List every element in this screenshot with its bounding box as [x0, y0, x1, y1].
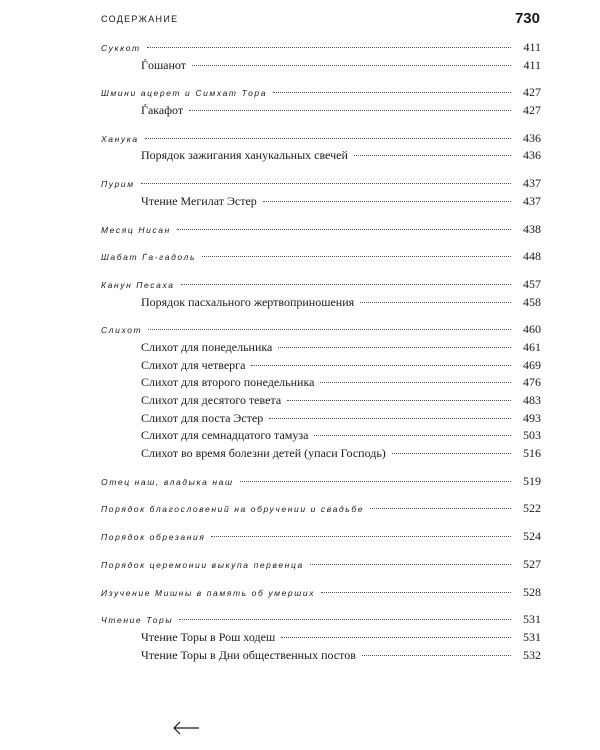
toc-section-title: Слихот [101, 325, 143, 336]
toc-section-title: Чтение Торы [101, 615, 174, 626]
toc-page-number: 437 [523, 176, 541, 191]
toc-subentry[interactable] [101, 340, 541, 358]
toc-page-number: 503 [523, 428, 541, 443]
toc-section-entry[interactable] [101, 176, 541, 194]
toc-section-title: Изучение Мишны в память об умерших [101, 587, 316, 598]
toc-page-number: 531 [523, 612, 541, 627]
toc-entry-title: Слихот для поста Эстер [141, 410, 264, 425]
toc-section-title: Месяц Нисан [101, 224, 171, 235]
toc-section-title: Отец наш, владыка наш [101, 476, 234, 487]
dot-leader [141, 183, 511, 184]
dot-leader [211, 536, 511, 537]
toc-subentry[interactable] [101, 375, 541, 393]
dot-leader [278, 347, 511, 348]
toc-entry-title: Ѓошанот [141, 57, 187, 72]
toc-subentry[interactable] [101, 103, 541, 121]
toc-page-number: 438 [523, 221, 541, 236]
toc-entry-title: Порядок пасхального жертвоприношения [141, 294, 355, 309]
toc-subentry[interactable] [101, 411, 541, 429]
dot-leader [263, 201, 511, 202]
toc-page-number: 436 [523, 148, 541, 163]
toc-section-entry[interactable] [101, 322, 541, 340]
toc-section-title: Шмини ацерет и Симхат Тора [101, 88, 268, 99]
dot-leader [251, 365, 511, 366]
dot-leader [310, 564, 511, 565]
toc-page-number: 436 [523, 130, 541, 145]
toc-section-entry[interactable] [101, 222, 541, 240]
toc-page-number: 476 [523, 375, 541, 390]
toc-entry-title: Слихот для понедельника [141, 339, 273, 354]
toc-page-number: 411 [523, 57, 541, 72]
dot-leader [281, 637, 511, 638]
toc-subentry[interactable] [101, 148, 541, 166]
toc-section-entry[interactable] [101, 557, 541, 575]
toc-page-number: 483 [523, 393, 541, 407]
dot-leader [362, 655, 511, 656]
toc-entry-title: Слихот для семнадцатого тамуза [141, 428, 309, 443]
dot-leader [148, 329, 511, 330]
toc-entry-title: Чтение Торы в Дни общественных постов [141, 647, 356, 662]
running-head: СОДЕРЖАНИЕ [101, 14, 179, 24]
dot-leader [354, 155, 511, 156]
dot-leader [181, 284, 511, 285]
dot-leader [192, 65, 511, 66]
toc-page-number: 524 [523, 529, 541, 544]
dot-leader [240, 481, 511, 482]
toc-section-entry[interactable] [101, 85, 541, 103]
dot-leader [147, 47, 511, 48]
toc-section-entry[interactable] [101, 249, 541, 267]
toc-section-entry[interactable] [101, 501, 541, 519]
toc-page-number: 461 [523, 339, 541, 354]
toc-page-number: 516 [523, 446, 541, 461]
toc-page-number: 448 [523, 249, 541, 264]
toc-subentry[interactable] [101, 194, 541, 212]
toc-subentry[interactable] [101, 428, 541, 446]
toc-page-number: 522 [523, 501, 541, 516]
toc-page-number: 437 [523, 193, 541, 208]
dot-leader [314, 435, 511, 436]
toc-entry-title: Чтение Торы в Рош ходеш [141, 629, 276, 644]
toc-page-number: 411 [523, 40, 541, 54]
dot-leader [360, 302, 511, 303]
toc-section-entry[interactable] [101, 474, 541, 492]
toc-section-entry[interactable] [101, 40, 541, 58]
dot-leader [273, 92, 511, 93]
toc-section-entry[interactable] [101, 277, 541, 295]
toc-entry-title: Слихот для четверга [141, 357, 246, 372]
toc-page-number: 528 [523, 584, 541, 599]
page-number: 730 [514, 10, 540, 27]
arrow-left-icon[interactable] [172, 720, 200, 736]
toc-section-title: Канун Песаха [101, 279, 175, 290]
toc-section-title: Пурим [101, 179, 135, 190]
dot-leader [269, 418, 511, 419]
toc-page-number: 469 [523, 357, 541, 372]
dot-leader [370, 508, 511, 509]
toc-page-number: 527 [523, 556, 541, 571]
toc-subentry[interactable] [101, 648, 541, 666]
toc-section-entry[interactable] [101, 529, 541, 547]
dot-leader [179, 619, 511, 620]
toc-entry-title: Слихот для второго понедельника [141, 375, 315, 390]
toc-page-number: 427 [523, 85, 541, 100]
toc-section-title: Порядок благословений на обручении и свадьбе [101, 504, 365, 515]
dot-leader [145, 138, 511, 139]
toc-section-title: Порядок церемонии выкупа первенца [101, 559, 304, 570]
toc-section-title: Суккот [101, 43, 141, 53]
toc-page-number: 532 [523, 647, 541, 662]
dot-leader [189, 110, 511, 111]
toc-page-number: 460 [523, 322, 541, 337]
dot-leader [321, 592, 511, 593]
toc-entry-title: Чтение Мегилат Эстер [141, 193, 257, 208]
toc-page-number: 531 [523, 629, 541, 644]
toc-page-number: 458 [523, 294, 541, 309]
toc-subentry[interactable] [101, 358, 541, 376]
dot-leader [287, 400, 511, 401]
toc-page-number: 519 [523, 473, 541, 488]
toc-page-number: 427 [523, 103, 541, 118]
toc-subentry[interactable] [101, 58, 541, 76]
dot-leader [392, 453, 511, 454]
toc-page-number: 493 [523, 410, 541, 425]
dot-leader [320, 382, 511, 383]
toc-section-entry[interactable] [101, 612, 541, 630]
table-of-contents [101, 40, 541, 665]
toc-entry-title: Ѓакафот [141, 103, 184, 118]
toc-entry-title: Слихот во время болезни детей (упаси Господь) [141, 446, 386, 461]
toc-entry-title: Слихот для десятого тевета [141, 393, 282, 407]
dot-leader [202, 256, 511, 257]
toc-subentry[interactable] [101, 630, 541, 648]
toc-subentry[interactable] [101, 393, 541, 411]
toc-section-title: Порядок обрезания [101, 532, 206, 543]
dot-leader [177, 229, 511, 230]
toc-entry-title: Порядок зажигания ханукальных свечей [141, 148, 348, 163]
toc-section-entry[interactable] [101, 585, 541, 603]
page-header [101, 10, 540, 30]
toc-subentry[interactable] [101, 295, 541, 313]
toc-page-number: 457 [523, 276, 541, 291]
toc-section-title: Ханука [101, 133, 139, 144]
toc-section-entry[interactable] [101, 131, 541, 149]
toc-section-title: Шабат Ѓа-гадоль [101, 252, 197, 263]
toc-subentry[interactable] [101, 446, 541, 464]
